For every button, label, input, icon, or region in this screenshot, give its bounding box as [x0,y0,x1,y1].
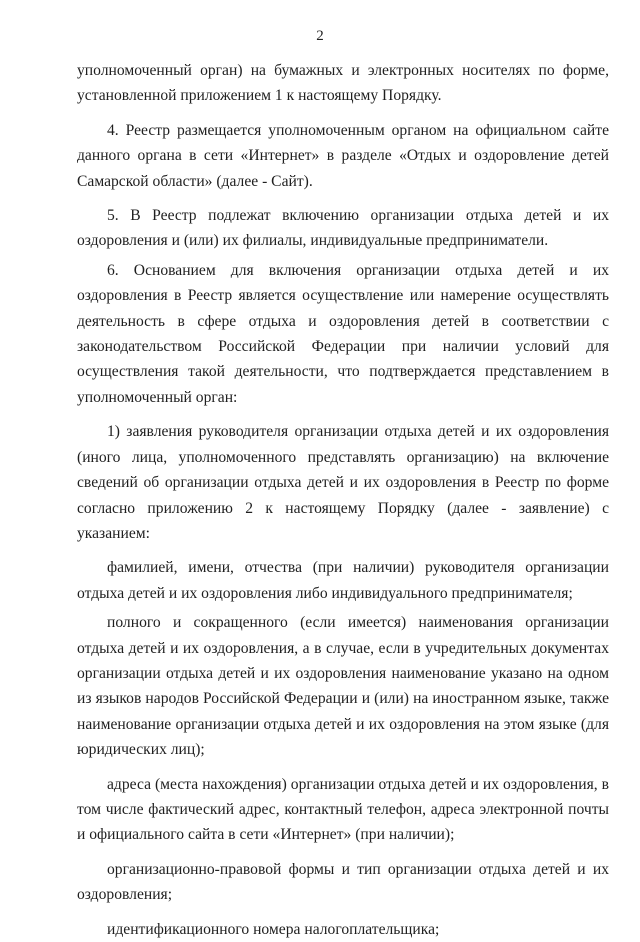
paragraph-continuation: уполномоченный орган) на бумажных и электронных носителях по форме, установленной приложением 1 к настоящему Порядку. [77,62,609,105]
paragraph-4: 4. Реестр размещается уполномоченным органом на официальном сайте данного органа в сети «Интернет» в разделе «Отдых и оздоровление детей Самарской области» (далее - Сайт). [77,121,609,190]
paragraph-6-item-1: 1) заявления руководителя организации отдыха детей и их оздоровления (иного лица, уполномоченного представлять организацию) на включение сведений об организации отдыха детей и их оздоровления в Реестр по форме согласно приложению 2 к настоящему Порядку (далее - заявление) с указанием: [77,423,609,542]
page-number: 2 [316,28,324,44]
document-body [77,58,609,942]
paragraph-item-address: адреса (места нахождения) организации отдыха детей и их оздоровления, в том числе фактический адрес, контактный телефон, адреса электронной почты и официального сайта в сети «Интернет» (при наличии); [77,775,609,844]
paragraph-5: 5. В Реестр подлежат включению организации отдыха детей и их оздоровления и (или) их филиалы, индивидуальные предприниматели. [77,207,609,250]
paragraph-item-surname: фамилией, имени, отчества (при наличии) руководителя организации отдыха детей и их оздоровления либо индивидуального предпринимателя; [77,559,609,602]
paragraph-6: 6. Основанием для включения организации отдыха детей и их оздоровления в Реестр является осуществление или намерение осуществлять деятельность в сфере отдыха и оздоровления детей в соответствии с законодательством Российской Федерации при наличии условий для осуществления такой деятельности, что подтверждается представлением в уполномоченный орган: [77,261,609,406]
paragraph-item-inn: идентификационного номера налогоплательщика; [107,920,440,938]
paragraph-item-full-name: полного и сокращенного (если имеется) наименования организации отдыха детей и их оздоровления, а в случае, если в учредительных документах организации отдыха детей и их оздоровления наименование указано на одном из языков народов Российской Федерации и (или) на иностранном языке, также наименование организации отдыха детей и их оздоровления на этом языке (для юридических лиц); [77,614,609,759]
paragraph-item-legal-form: организационно-правовой формы и тип организации отдыха детей и их оздоровления; [77,860,609,904]
